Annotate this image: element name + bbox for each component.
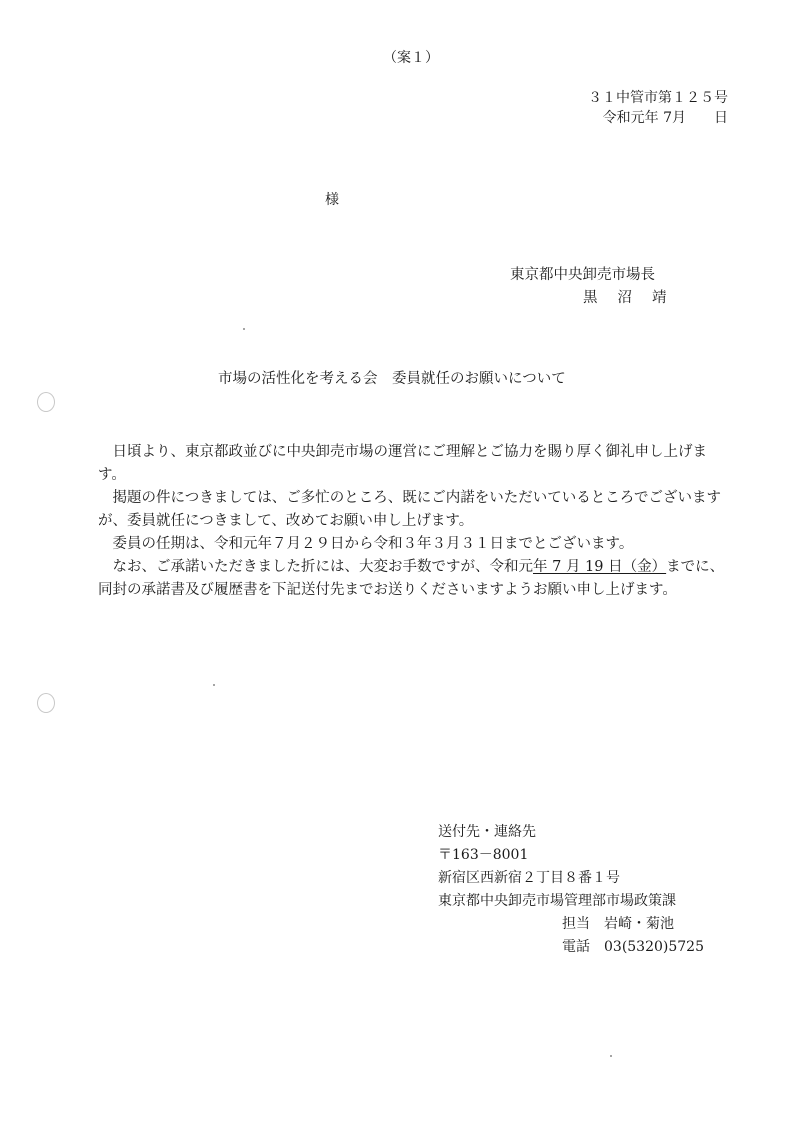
contact-heading: 送付先・連絡先: [438, 824, 536, 840]
addressee-honorific: 様: [325, 192, 339, 208]
body-paragraph-1: 日頃より、東京都政並びに中央卸売市場の運営にご理解とご協力を賜り厚く御礼申し上げます。: [98, 444, 707, 483]
contact-postal-code: 〒163－8001: [438, 847, 529, 863]
body-paragraph-4-start: なお、ご承諾いただきました折には、大変お手数ですが、令和元: [112, 559, 533, 575]
letter-body: [98, 441, 734, 602]
document-date: 令和元年 7月 日: [602, 110, 728, 126]
punch-hole-bottom: [37, 693, 55, 713]
scan-speck: [243, 328, 245, 330]
body-paragraph-4-end: までに、同封の承諾書及び履歴書を下記送付先までお送りくださいますようお願い申し上げます。: [98, 559, 725, 598]
scan-speck: [610, 1055, 612, 1057]
sender-name-part: 靖: [652, 290, 669, 306]
contact-person: 担当 岩崎・菊池: [562, 916, 674, 932]
sender-name-part: 黒: [583, 290, 600, 306]
deadline-date: 年 7 月 19 日（金）: [533, 559, 667, 575]
sender-name-part: 沼: [617, 290, 634, 306]
draft-label: （案１）: [383, 50, 439, 66]
contact-address: 新宿区西新宿２丁目８番１号: [438, 870, 620, 886]
sender-title: 東京都中央卸売市場長: [510, 267, 655, 283]
body-paragraph-4: [98, 556, 734, 602]
sender-name: [583, 286, 687, 307]
contact-department: 東京都中央卸売市場管理部市場政策課: [438, 893, 676, 909]
punch-hole-top: [37, 392, 55, 412]
letter-subject: 市場の活性化を考える会 委員就任のお願いについて: [218, 371, 566, 387]
document-number: ３１中管市第１２５号: [588, 90, 728, 106]
body-paragraph-3: 委員の任期は、令和元年７月２９日から令和３年３月３１日までとございます。: [112, 536, 634, 552]
contact-phone: 電話 03(5320)5725: [562, 939, 704, 955]
body-paragraph-2: 掲題の件につきましては、ご多忙のところ、既にご内諾をいただいているところでございますが、委員就任につきまして、改めてお願い申し上げます。: [98, 490, 722, 529]
contact-block: [438, 821, 704, 959]
scan-speck: [213, 684, 215, 686]
